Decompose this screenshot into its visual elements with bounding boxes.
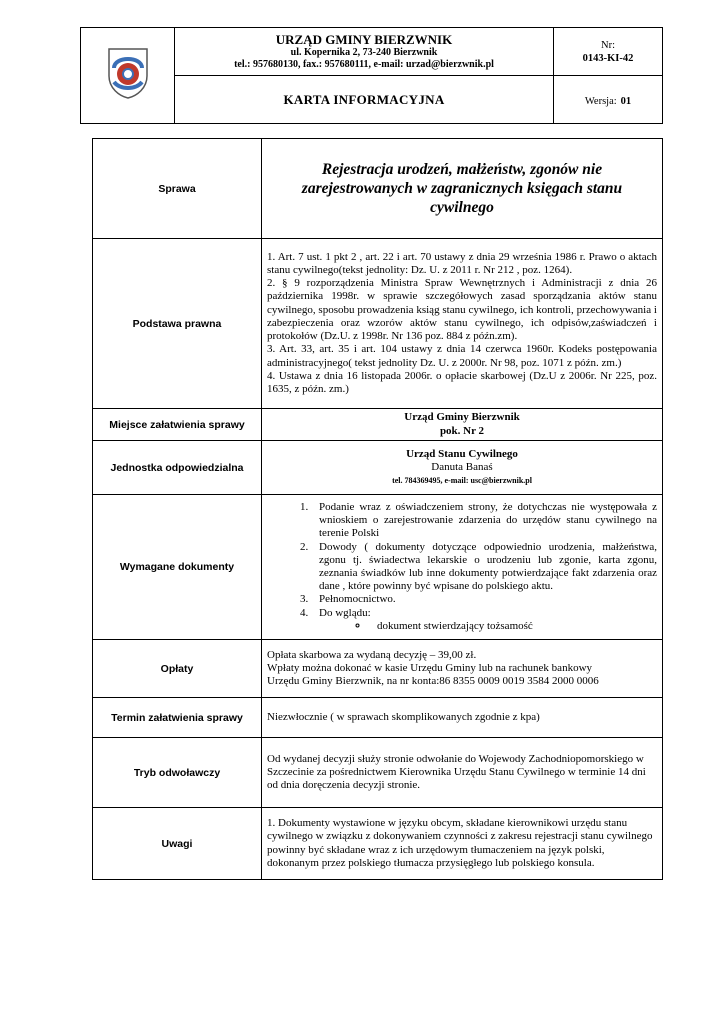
value-jednostka xyxy=(262,441,663,495)
row-sprawa xyxy=(93,139,663,239)
documents-sublist xyxy=(319,620,657,633)
document-item-label: Do wglądu: xyxy=(319,606,371,619)
podstawa-item: 3. Art. 33, art. 35 i art. 104 ustawy z dnia 14 czerwca 1960r. Kodeks postępowania administracyjnego( tekst jednolity Dz. U. z 2000r. Nr 98, poz. 1071 z późn. zm.) xyxy=(267,343,657,369)
row-jednostka xyxy=(93,441,663,495)
label-termin: Termin załatwienia sprawy xyxy=(93,698,262,738)
document-subitem: ◦ dokument stwierdzający tożsamość xyxy=(369,620,657,633)
label-uwagi: Uwagi xyxy=(93,808,262,880)
version-label: Wersja: xyxy=(584,95,617,107)
org-contact: tel.: 957680130, fax.: 957680111, e-mail: urzad@bierzwnik.pl xyxy=(234,59,494,70)
label-dokumenty: Wymagane dokumenty xyxy=(93,495,262,640)
jednostka-person: Danuta Banaś xyxy=(431,460,493,473)
document-item xyxy=(311,607,657,633)
value-dokumenty xyxy=(262,495,663,640)
value-tryb: Od wydanej decyzji służy stronie odwołanie do Wojewody Zachodniopomorskiego w Szczecinie za pośrednictwem Kierownika Urzędu Stanu Cywilnego w terminie 14 dni od dnia doręczenia decyzji stronie. xyxy=(262,738,663,808)
row-podstawa xyxy=(93,239,663,409)
header-table xyxy=(80,27,663,124)
org-name: URZĄD GMINY BIERZWNIK xyxy=(275,32,453,47)
version-cell xyxy=(554,76,663,124)
label-podstawa: Podstawa prawna xyxy=(93,239,262,409)
label-tryb: Tryb odwoławczy xyxy=(93,738,262,808)
jednostka-unit: Urząd Stanu Cywilnego xyxy=(406,447,518,460)
row-dokumenty xyxy=(93,495,663,640)
label-sprawa: Sprawa xyxy=(93,139,262,239)
podstawa-item: 4. Ustawa z dnia 16 listopada 2006r. o opłacie skarbowej (Dz.U z 2006r. Nr 225, poz. 1635, z późn. zm.) xyxy=(267,369,657,395)
row-miejsce xyxy=(93,409,663,441)
value-miejsce xyxy=(262,409,663,441)
nr-cell xyxy=(554,28,663,76)
jednostka-contact: tel. 784369495, e-mail: usc@bierzwnik.pl xyxy=(392,476,532,486)
org-address: ul. Kopernika 2, 73-240 Bierzwnik xyxy=(290,47,438,58)
row-uwagi xyxy=(93,808,663,880)
podstawa-item: 2. § 9 rozporządzenia Ministra Spraw Wewnętrznych i Administracji z dnia 26 października 1998r. w sprawie szczegółowych zasad sporządzania aktów stanu cywilnego, sposobu prowadzenia ksiąg stanu cywilnego, ich kontroli, przechowywania i zabezpieczenia oraz wzorów aktów stanu cywilnego, ich odpisów,zaświadczeń i protokołów (Dz.U. z 1998r. Nr 136 poz. 884 z późn.zm). xyxy=(267,277,657,343)
documents-list xyxy=(267,501,657,633)
value-termin: Niezwłocznie ( w sprawach skomplikowanych zgodnie z kpa) xyxy=(262,698,663,738)
value-oplaty xyxy=(262,640,663,698)
value-uwagi: 1. Dokumenty wystawione w języku obcym, składane kierownikowi urzędu stanu cywilnego w związku z dokonywaniem czynności z zakresu rejestracji stanu cywilnego powinny być składane wraz z ich urzędowym tłumaczeniem na język polski, dokonanym przez polskiego tłumacza przysięgłego lub polskiego konsula. xyxy=(262,808,663,880)
row-oplaty xyxy=(93,640,663,698)
version-value: 01 xyxy=(620,95,632,107)
value-sprawa: Rejestracja urodzeń, małżeństw, zgonów nie zarejestrowanych w zagranicznych księgach stanu cywilnego xyxy=(262,139,663,239)
label-jednostka: Jednostka odpowiedzialna xyxy=(93,441,262,495)
row-tryb xyxy=(93,738,663,808)
coat-of-arms-icon xyxy=(106,46,150,100)
miejsce-line2: pok. Nr 2 xyxy=(439,424,485,437)
oplaty-line1: Opłata skarbowa za wydaną decyzję – 39,00 zł. xyxy=(267,648,477,661)
label-miejsce: Miejsce załatwienia sprawy xyxy=(93,409,262,441)
crest-cell xyxy=(81,28,175,124)
oplaty-line3: Urzędu Gminy Bierzwnik, na nr konta:86 8355 0009 0019 3584 2000 0006 xyxy=(267,675,599,688)
nr-value: 0143-KI-42 xyxy=(582,52,634,64)
doc-type-cell xyxy=(175,76,554,124)
value-podstawa xyxy=(262,239,663,409)
document-item: 3. Pełnomocnictwo. xyxy=(311,593,657,606)
document-item: 2. Dowody ( dokumenty dotyczące odpowiednio urodzenia, małżeństwa, zgonu tj. świadectwa lekarskie o urodzeniu lub zgonie, karta zgonu, zeznania świadków lub inne dokumenty potwierdzające fakt zdarzenia oraz dane , które powinny być wpisane do polskiego aktu. xyxy=(311,541,657,594)
podstawa-item: 1. Art. 7 ust. 1 pkt 2 , art. 22 i art. 70 ustawy z dnia 29 września 1986 r. Prawo o aktach stanu cywilnego(tekst jednolity: Dz. U. z 2011 r. Nr 212 , poz. 1264). xyxy=(267,250,657,277)
label-oplaty: Opłaty xyxy=(93,640,262,698)
org-info-cell xyxy=(175,28,554,76)
doc-type: KARTA INFORMACYJNA xyxy=(283,91,445,107)
info-table xyxy=(92,138,663,880)
row-termin xyxy=(93,698,663,738)
nr-label: Nr: xyxy=(601,39,615,51)
miejsce-line1: Urząd Gminy Bierzwnik xyxy=(404,411,520,424)
document-item: 1. Podanie wraz z oświadczeniem strony, że dotychczas nie występowała z wnioskiem o zarejestrowanie zdarzenia do urzędów stanu cywilnego na terenie Polski xyxy=(311,501,657,541)
oplaty-line2: Wpłaty można dokonać w kasie Urzędu Gminy lub na rachunek bankowy xyxy=(267,661,593,674)
